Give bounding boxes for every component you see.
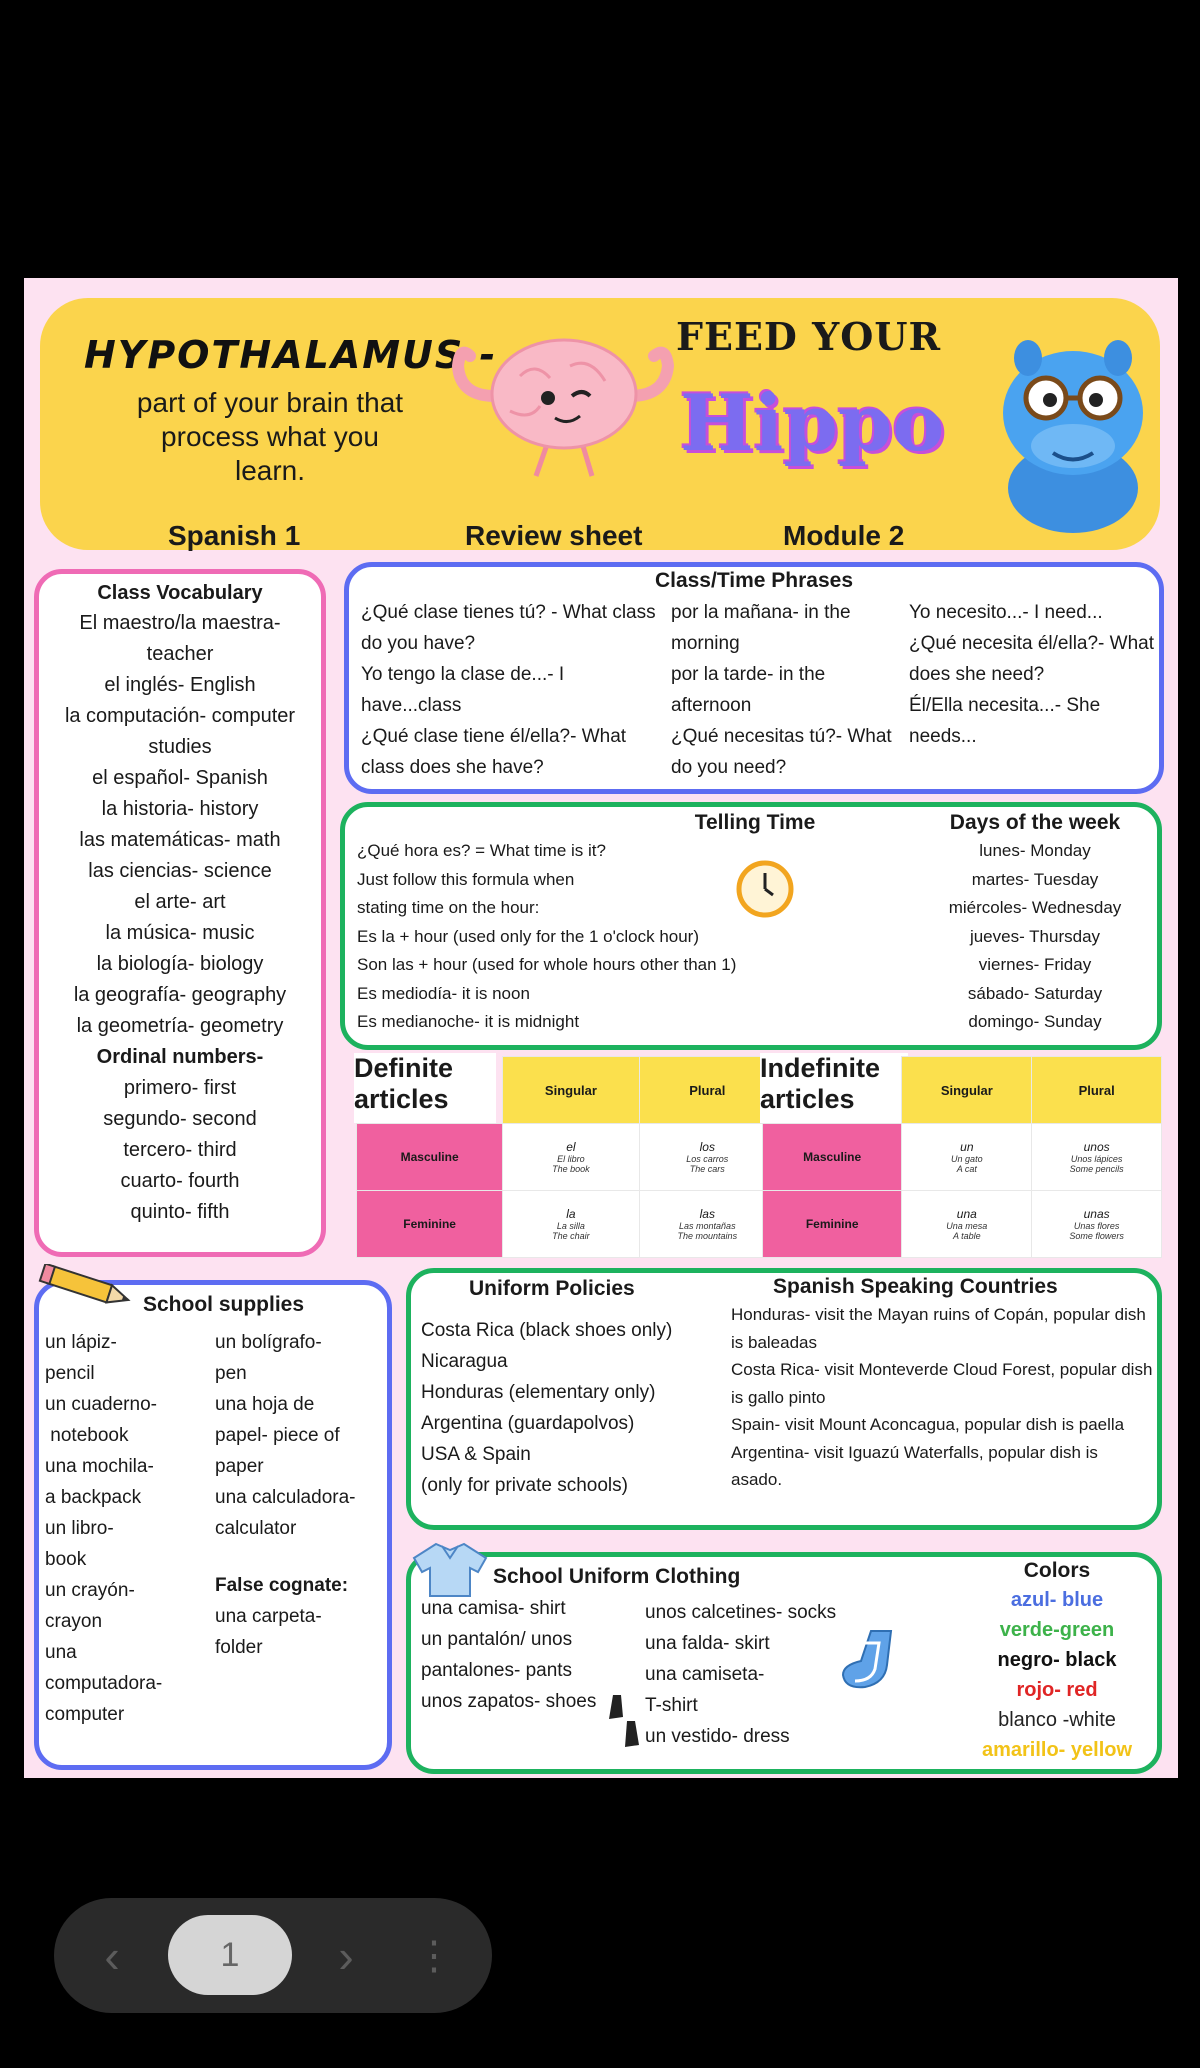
school-supplies-title: School supplies bbox=[143, 1293, 305, 1316]
day-item: martes- Tuesday bbox=[971, 869, 1099, 889]
supply-item: calculator bbox=[215, 1518, 297, 1539]
supply-item: una hoja de bbox=[215, 1394, 315, 1415]
supply-item: un crayón- bbox=[45, 1580, 135, 1601]
phrase-item: Yo necesito...- I need... bbox=[909, 602, 1103, 623]
review-sheet-label: Review sheet bbox=[465, 520, 643, 551]
colors-section bbox=[959, 1557, 1155, 1765]
class-time-phrases-card bbox=[344, 562, 1164, 794]
clothing-item: unos calcetines- socks bbox=[645, 1602, 837, 1623]
policy-item: Nicaragua bbox=[421, 1351, 508, 1372]
module-label: Module 2 bbox=[783, 520, 905, 551]
phrases-column-2 bbox=[671, 597, 899, 783]
review-sheet bbox=[24, 278, 1178, 1778]
phrases-column-1 bbox=[361, 597, 661, 783]
time-line: ¿Qué hora es? = What time is it? bbox=[357, 841, 606, 860]
supply-item: book bbox=[45, 1549, 87, 1570]
ordinal-item: tercero- third bbox=[123, 1139, 237, 1161]
policy-item: (only for private schools) bbox=[421, 1475, 628, 1496]
clothing-item: una camiseta- bbox=[645, 1664, 765, 1685]
ordinal-title: Ordinal numbers- bbox=[96, 1046, 264, 1068]
course-label: Spanish 1 bbox=[168, 520, 301, 551]
row-masculine: Masculine bbox=[763, 1124, 902, 1191]
col-singular: Singular bbox=[503, 1057, 639, 1124]
hypothalamus-title: HYPOTHALAMUS - bbox=[84, 333, 498, 377]
vocab-item: la historia- history bbox=[101, 798, 259, 820]
policy-item: Argentina (guardapolvos) bbox=[421, 1413, 635, 1434]
time-line: Es la + hour (used only for the 1 o'clock hour) bbox=[357, 926, 700, 946]
vocab-item: la geografía- geography bbox=[73, 984, 287, 1006]
indefinite-articles-table bbox=[762, 1056, 1162, 1258]
day-item: miércoles- Wednesday bbox=[948, 898, 1122, 917]
article-cell: los Los carros The cars bbox=[639, 1124, 775, 1191]
vocab-item: el inglés- English bbox=[104, 674, 256, 696]
clothing-item: una camisa- shirt bbox=[421, 1598, 566, 1619]
class-vocabulary-title: Class Vocabulary bbox=[97, 582, 263, 604]
vocab-item: la música- music bbox=[105, 922, 255, 944]
supply-item: un bolígrafo- bbox=[215, 1332, 322, 1353]
supplies-column-2 bbox=[215, 1327, 385, 1663]
phrase-item: Él/Ella necesita...- She needs... bbox=[909, 695, 1101, 747]
definite-articles-table bbox=[356, 1056, 776, 1258]
day-item: sábado- Saturday bbox=[967, 983, 1103, 1003]
color-black: negro- black bbox=[997, 1649, 1117, 1671]
vocab-item: El maestro/la maestra- teacher bbox=[79, 612, 281, 665]
clothing-item: unos zapatos- shoes bbox=[421, 1691, 597, 1712]
time-line: Es mediodía- it is noon bbox=[357, 983, 530, 1003]
supply-item: computadora- bbox=[45, 1673, 163, 1694]
row-feminine: Feminine bbox=[763, 1191, 902, 1258]
supply-item: una calculadora- bbox=[215, 1487, 356, 1508]
next-page-button[interactable]: › bbox=[338, 1930, 354, 1982]
clock-icon bbox=[735, 859, 795, 919]
clothing-item: T-shirt bbox=[645, 1695, 698, 1716]
country-item: Argentina- visit Iguazú Waterfalls, popular dish is asado. bbox=[731, 1442, 1098, 1489]
color-white: blanco -white bbox=[998, 1709, 1116, 1731]
socks-icon bbox=[831, 1625, 905, 1695]
pencil-icon bbox=[38, 1264, 138, 1312]
day-item: viernes- Friday bbox=[978, 955, 1092, 974]
color-yellow: amarillo- yellow bbox=[981, 1739, 1133, 1761]
shoes-icon bbox=[599, 1691, 651, 1753]
col-plural: Plural bbox=[1032, 1057, 1162, 1124]
color-green: verde-green bbox=[999, 1619, 1115, 1641]
vocab-item: el español- Spanish bbox=[92, 767, 268, 789]
day-item: domingo- Sunday bbox=[968, 1012, 1102, 1031]
uniform-policies-list bbox=[421, 1315, 721, 1501]
phrase-item: ¿Qué clase tiene él/ella?- What class does she have? bbox=[361, 726, 627, 778]
days-title: Days of the week bbox=[949, 811, 1121, 834]
article-cell: las Las montañas The mountains bbox=[639, 1191, 775, 1258]
policy-item: Honduras (elementary only) bbox=[421, 1382, 656, 1403]
supply-item: un libro- bbox=[45, 1518, 114, 1539]
hippo-mascot-icon bbox=[988, 328, 1158, 538]
time-line: stating time on the hour: bbox=[357, 898, 540, 917]
hippo-heading: Hippo bbox=[680, 378, 945, 469]
phrase-item: ¿Qué clase tienes tú? - What class do you have? bbox=[361, 602, 656, 654]
vocab-item: las matemáticas- math bbox=[79, 829, 281, 851]
time-line: Son las + hour (used for whole hours other than 1) bbox=[357, 955, 737, 974]
telling-time-card bbox=[340, 802, 1162, 1050]
telling-time-title: Telling Time bbox=[694, 811, 816, 834]
supply-item: crayon bbox=[45, 1611, 103, 1632]
phrase-item: ¿Qué necesita él/ella?- What does she need? bbox=[909, 633, 1155, 685]
ordinal-item: quinto- fifth bbox=[130, 1201, 230, 1223]
clothing-item: un vestido- dress bbox=[645, 1726, 790, 1747]
uniform-policies-title: Uniform Policies bbox=[469, 1277, 635, 1300]
feed-your-heading: FEED YOUR bbox=[676, 314, 942, 359]
article-cell: unos Unos lápices Some pencils bbox=[1032, 1124, 1162, 1191]
vocab-item: la biología- biology bbox=[96, 953, 264, 975]
vocab-item: el arte- art bbox=[134, 891, 226, 913]
school-uniform-clothing-card bbox=[406, 1552, 1162, 1774]
supply-item: una bbox=[45, 1642, 77, 1663]
clothing-item: un pantalón/ unos bbox=[421, 1629, 573, 1650]
supply-item: un cuaderno- bbox=[45, 1394, 157, 1415]
time-line: Es medianoche- it is midnight bbox=[357, 1012, 580, 1031]
article-cell: una Una mesa A table bbox=[902, 1191, 1032, 1258]
supply-item: computer bbox=[45, 1704, 125, 1725]
article-cell: un Un gato A cat bbox=[902, 1124, 1032, 1191]
country-item: Honduras- visit the Mayan ruins of Copán, popular dish is baleadas bbox=[731, 1305, 1146, 1352]
vocab-item: las ciencias- science bbox=[88, 860, 272, 882]
article-cell: la La silla The chair bbox=[503, 1191, 639, 1258]
ordinal-item: segundo- second bbox=[103, 1108, 257, 1130]
phrase-item: Yo tengo la clase de...- I have...class bbox=[361, 664, 565, 716]
false-cognate-item: folder bbox=[215, 1637, 263, 1658]
clothing-item: pantalones- pants bbox=[421, 1660, 573, 1681]
row-masculine: Masculine bbox=[357, 1124, 503, 1191]
colors-title: Colors bbox=[1023, 1559, 1091, 1582]
vocab-item: la computación- computer studies bbox=[64, 705, 296, 758]
false-cognate-item: una carpeta- bbox=[215, 1606, 322, 1627]
shirt-icon bbox=[412, 1538, 490, 1600]
phrases-column-3 bbox=[909, 597, 1154, 752]
school-supplies-card bbox=[34, 1280, 392, 1770]
color-red: rojo- red bbox=[1016, 1679, 1098, 1701]
clothing-item: una falda- skirt bbox=[645, 1633, 770, 1654]
policy-item: USA & Spain bbox=[421, 1444, 531, 1465]
class-vocabulary-card bbox=[34, 569, 326, 1257]
page-number[interactable]: 1 bbox=[168, 1915, 292, 1995]
phrase-item: por la tarde- in the afternoon bbox=[671, 664, 826, 716]
prev-page-button[interactable]: ‹ bbox=[104, 1930, 120, 1982]
phrase-item: por la mañana- in the morning bbox=[671, 602, 851, 654]
supply-item: papel- piece of bbox=[215, 1425, 340, 1446]
clothing-title: School Uniform Clothing bbox=[493, 1565, 741, 1588]
days-of-week bbox=[915, 809, 1155, 1037]
supply-item: notebook bbox=[45, 1425, 129, 1446]
color-blue: azul- blue bbox=[1010, 1589, 1104, 1611]
supply-item: una mochila- bbox=[45, 1456, 154, 1477]
article-cell: unas Unas flores Some flowers bbox=[1032, 1191, 1162, 1258]
supply-item: pen bbox=[215, 1363, 247, 1384]
ordinal-item: primero- first bbox=[123, 1077, 237, 1099]
vocab-item: la geometría- geometry bbox=[76, 1015, 284, 1037]
article-cell: el El libro The book bbox=[503, 1124, 639, 1191]
hypothalamus-subtitle: part of your brain that process what you learn. bbox=[136, 387, 404, 486]
day-item: lunes- Monday bbox=[979, 841, 1091, 860]
false-cognate-title: False cognate: bbox=[215, 1575, 349, 1596]
days-list bbox=[915, 837, 1155, 1037]
title-banner bbox=[40, 298, 1160, 550]
policies-countries-card bbox=[406, 1268, 1162, 1530]
supply-item: un lápiz- bbox=[45, 1332, 117, 1353]
class-time-phrases-title: Class/Time Phrases bbox=[654, 569, 854, 592]
col-plural: Plural bbox=[639, 1057, 775, 1124]
col-singular: Singular bbox=[902, 1057, 1032, 1124]
supplies-column-1 bbox=[45, 1327, 205, 1730]
indefinite-articles-label: Indefinite articles bbox=[760, 1053, 908, 1123]
supply-item: pencil bbox=[45, 1363, 95, 1384]
phrase-item: ¿Qué necesitas tú?- What do you need? bbox=[671, 726, 892, 778]
time-line: Just follow this formula when bbox=[357, 869, 575, 889]
definite-articles-label: Definite articles bbox=[354, 1053, 496, 1123]
more-options-icon[interactable]: ⋮ bbox=[414, 1934, 454, 1978]
policy-item: Costa Rica (black shoes only) bbox=[421, 1320, 673, 1341]
row-feminine: Feminine bbox=[357, 1191, 503, 1258]
supply-item: a backpack bbox=[45, 1487, 142, 1508]
brain-mascot-icon bbox=[440, 326, 680, 486]
day-item: jueves- Thursday bbox=[969, 926, 1101, 946]
countries-list bbox=[731, 1301, 1153, 1494]
country-item: Costa Rica- visit Monteverde Cloud Forest, popular dish is gallo pinto bbox=[731, 1360, 1153, 1407]
country-item: Spain- visit Mount Aconcagua, popular dish is paella bbox=[731, 1415, 1125, 1434]
ordinal-item: cuarto- fourth bbox=[120, 1170, 240, 1192]
spanish-speaking-countries-title: Spanish Speaking Countries bbox=[773, 1275, 1058, 1298]
supply-item: paper bbox=[215, 1456, 264, 1477]
vocab-list bbox=[39, 608, 321, 1228]
